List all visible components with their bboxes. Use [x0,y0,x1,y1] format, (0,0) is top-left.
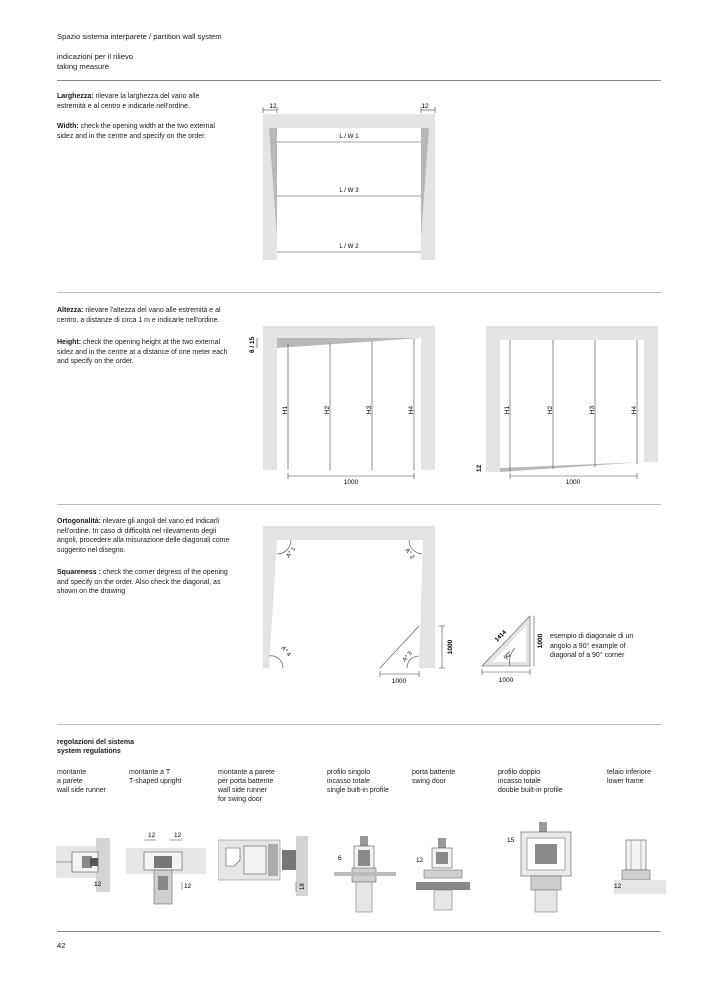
page-header-title: Spazio sistema interparete / partition wall system [57,32,222,41]
divider [57,724,661,725]
t-upright-dim-bottom: 12 [184,883,192,890]
lower-frame-dim: 12 [614,883,622,890]
single-profile-drawing [334,836,396,916]
diagonal-example-note: esempio di diagonale di un angolo a 90° example of diagonal of a 90° corner [550,633,634,660]
square-leg-vertical: 1000 [447,639,454,655]
diagonal-leg-vertical: 1000 [537,633,544,649]
page-number: 42 [57,941,66,950]
regulation-item-single-profile: profilo singolo incasso totale single built-in profile [327,769,389,794]
height-label-h2-right: H2 [547,405,554,415]
regulation-item-lower-frame: telaio inferiore lower frame [607,769,651,785]
double-profile-dim: 15 [507,837,515,844]
swing-door-dim: 12 [416,857,424,864]
height-diagram-left [245,318,445,490]
squareness-text-en: Squareness : check the corner degress of the opening and specify on the order. Also check the diagonal, as shown on the drawing [57,569,228,596]
right-angle-label: 90° [503,650,514,662]
height-spacing-left: 1000 [343,479,359,486]
height-label-h1: H1 [282,405,289,415]
angle-label-a2: A° 2 [403,547,415,561]
divider [57,292,661,293]
section-title-en: taking measure [57,62,109,71]
height-label-h3: H3 [366,405,373,415]
regulation-item-swing-door: porta battente swing door [412,769,456,785]
width-label-w1: L / W 1 [339,133,359,140]
height-spacing-right: 1000 [565,479,581,486]
diagonal-leg-horizontal: 1000 [498,677,514,684]
regulation-item-wall-runner: montante a parete wall side runner [57,769,107,794]
t-upright-dim-left: 12 [148,832,156,839]
section-title-it: indicazioni per il rilievo [57,52,133,61]
swing-runner-drawing [218,834,310,896]
regulation-item-swing-runner: montante a parete per porta battente wall side runner for swing door [218,769,275,803]
t-upright-drawing [126,826,206,906]
t-upright-dim-right: 12 [174,832,182,839]
swing-door-drawing [414,838,472,914]
height-text-en: Height: check the opening height at the two external sidez and in the centre at a distance of one meter each and specify on the order. [57,339,228,366]
divider [57,80,661,81]
angle-label-a3: A° 3 [401,650,414,664]
width-dim-left: 12 [269,103,277,110]
angle-label-a1: A° 1 [285,546,298,560]
width-label-w2: L / W 2 [339,243,359,250]
height-diagram-right [470,318,665,490]
wall-runner-dim: 12 [94,881,102,888]
lower-frame-drawing [614,836,666,896]
regulation-item-t-upright: montante a T T-shaped upright [129,769,182,785]
squareness-text-it: Ortogonalità: rilevare gli angoli del vano ed indicarli nell'ordine. In caso di difficoltà nel rilevamento degli angoli, procedere alla misurazione delle diagonali come suggerito nel disegno. [57,518,230,554]
footer-divider [57,931,661,932]
wall-runner-drawing [56,826,112,892]
width-dim-right: 12 [421,103,429,110]
squareness-diagram [255,520,465,692]
regulations-title-en: system regulations [57,748,121,755]
width-diagram [255,98,445,266]
height-offset-label: 6 / 15 [249,336,256,353]
regulation-item-double-profile: profilo doppio incasso totale double built-in profile [498,769,563,794]
height-label-h1-right: H1 [504,405,511,415]
height-text-it: Altezza: rilevare l'altezza del vano alle estremità e al centro, a distanze di circa 1 m e indicarle nell'ordine. [57,307,221,324]
single-profile-dim: 6 [338,855,342,862]
height-label-h4: H4 [408,405,415,415]
double-profile-drawing [505,822,577,914]
width-text-en: Width: check the opening width at the two external sidez and in the centre and specify on the order. [57,123,215,140]
width-text-it: Larghezza: rilevare la larghezza del vano alle estremità e al centro e indicarle nell'ordine. [57,93,200,110]
regulations-title-it: regolazioni del sistema [57,739,135,746]
height-label-h4-right: H4 [631,405,638,415]
diagonal-length: 1414 [494,629,508,644]
width-label-w3: L / W 3 [339,187,359,194]
diagonal-example-diagram [470,608,550,690]
square-leg-horizontal: 1000 [391,678,407,685]
divider [57,504,661,505]
height-offset-label-right: 12 [476,464,483,472]
swing-runner-dim: 18 [300,883,306,890]
height-label-h2: H2 [324,405,331,415]
height-label-h3-right: H3 [589,405,596,415]
angle-label-a4: A° 4 [279,645,292,659]
